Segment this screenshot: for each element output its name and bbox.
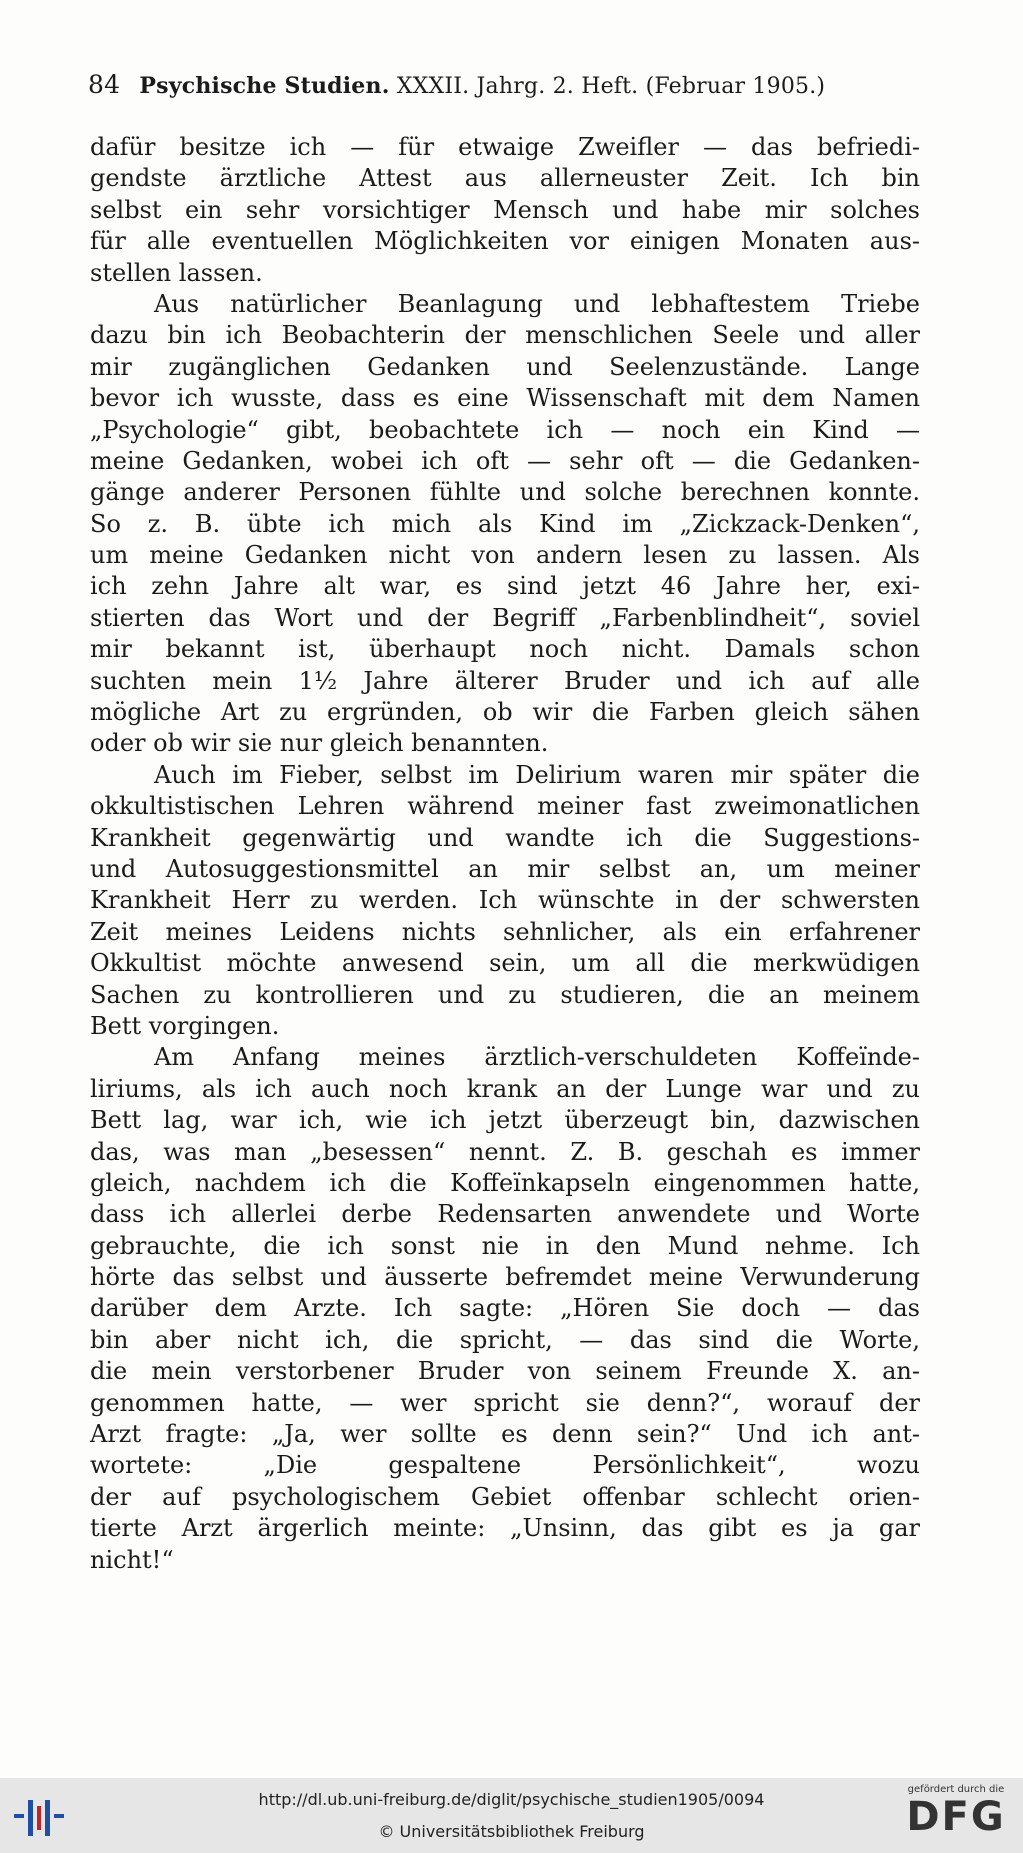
- text-line: gendste ärztliche Attest aus allerneuster Zeit. Ich bin: [90, 164, 920, 193]
- text-line: liriums, als ich auch noch krank an der Lunge war und zu: [90, 1074, 920, 1103]
- text-line: darüber dem Arzte. Ich sagte: „Hören Sie doch — das: [90, 1294, 920, 1323]
- journal-title: Psychische Studien.: [139, 73, 390, 99]
- text-line: „Psychologie“ gibt, beobachtete ich — noch ein Kind —: [90, 415, 920, 444]
- text-line: hörte das selbst und äusserte befremdet meine Verwunderung: [90, 1263, 920, 1292]
- text-line: gleich, nachdem ich die Koffeïnkapseln eingenommen hatte,: [90, 1168, 920, 1197]
- text-line: Auch im Fieber, selbst im Delirium waren mir später die: [154, 760, 920, 789]
- text-line: bin aber nicht ich, die spricht, — das sind die Worte,: [90, 1325, 920, 1354]
- text-line: So z. B. übte ich mich als Kind im „Zickzack-Denken“,: [90, 509, 920, 538]
- text-line: um meine Gedanken nicht von andern lesen zu lassen. Als: [90, 541, 920, 570]
- text-line: okkultistischen Lehren während meiner fast zweimonatlichen: [90, 792, 920, 821]
- text-line: für alle eventuellen Möglichkeiten vor einigen Monaten aus-: [90, 227, 920, 256]
- text-line: Okkultist möchte anwesend sein, um all die merkwüdigen: [90, 949, 920, 978]
- text-line: genommen hatte, — wer spricht sie denn?“, worauf der: [90, 1388, 920, 1417]
- text-line: wortete: „Die gespaltene Persönlichkeit“, wozu: [90, 1451, 920, 1480]
- text-line: Am Anfang meines ärztlich-verschuldeten Koffeïnde-: [154, 1043, 920, 1072]
- text-line: Krankheit Herr zu werden. Ich wünschte in der schwersten: [90, 886, 920, 915]
- text-line: die mein verstorbener Bruder von seinem Freunde X. an-: [90, 1357, 920, 1386]
- text-line: nicht!“: [90, 1545, 174, 1574]
- text-line: der auf psychologischem Gebiet offenbar schlecht orien-: [90, 1482, 920, 1511]
- text-line: bevor ich wusste, dass es eine Wissenschaft mit dem Namen: [90, 384, 920, 413]
- text-line: Bett lag, war ich, wie ich jetzt überzeugt bin, dazwischen: [90, 1106, 920, 1135]
- text-line: Sachen zu kontrollieren und zu studieren, die an meinem: [90, 980, 920, 1009]
- text-line: und Autosuggestionsmittel an mir selbst an, um meiner: [90, 854, 920, 883]
- text-line: stierten das Wort und der Begriff „Farbenblindheit“, soviel: [90, 603, 920, 632]
- text-line: Arzt fragte: „Ja, wer sollte es denn sein?“ Und ich ant-: [90, 1420, 920, 1449]
- copyright-notice: © Universitätsbibliothek Freiburg: [378, 1822, 645, 1841]
- text-line: mir zugänglichen Gedanken und Seelenzustände. Lange: [90, 352, 920, 381]
- text-line: Aus natürlicher Beanlagung und lebhaftestem Triebe: [154, 289, 920, 318]
- text-line: das, was man „besessen“ nennt. Z. B. geschah es immer: [90, 1137, 920, 1166]
- text-line: tierte Arzt ärgerlich meinte: „Unsinn, das gibt es ja gar: [90, 1514, 920, 1543]
- text-line: mögliche Art zu ergründen, ob wir die Farben gleich sähen: [90, 698, 920, 727]
- running-header: [88, 70, 900, 99]
- text-line: ich zehn Jahre alt war, es sind jetzt 46 Jahre her, exi-: [90, 572, 920, 601]
- text-line: mir bekannt ist, überhaupt noch nicht. Damals schon: [90, 635, 920, 664]
- text-line: oder ob wir sie nur gleich benannten.: [90, 729, 549, 758]
- page-number: 84: [88, 70, 121, 99]
- text-line: Zeit meines Leidens nichts sehnlicher, als ein erfahrener: [90, 917, 920, 946]
- text-line: suchten mein 1½ Jahre älterer Bruder und ich auf alle: [90, 666, 920, 695]
- text-line: selbst ein sehr vorsichtiger Mensch und habe mir solches: [90, 195, 920, 224]
- dfg-caption: gefördert durch die: [907, 1784, 1005, 1795]
- text-line: meine Gedanken, wobei ich oft — sehr oft — die Gedanken-: [90, 446, 920, 475]
- body-text: [90, 132, 920, 1576]
- text-line: dafür besitze ich — für etwaige Zweifler — das befriedi-: [90, 133, 920, 161]
- volume-issue: XXXII. Jahrg. 2. Heft. (Februar 1905.): [396, 74, 826, 99]
- text-line: stellen lassen.: [90, 258, 263, 287]
- footer-bar: [0, 1778, 1023, 1853]
- source-url-link[interactable]: http://dl.ub.uni-freiburg.de/diglit/psychische_studien1905/0094: [258, 1790, 765, 1809]
- text-line: dass ich allerlei derbe Redensarten anwendete und Worte: [90, 1200, 920, 1229]
- text-line: gebrauchte, die ich sonst nie in den Mund nehme. Ich: [90, 1231, 920, 1260]
- text-line: gänge anderer Personen fühlte und solche berechnen konnte.: [90, 478, 920, 507]
- text-line: Bett vorgingen.: [90, 1011, 280, 1040]
- dfg-logo: [901, 1784, 1011, 1839]
- text-line: Krankheit gegenwärtig und wandte ich die Suggestions-: [90, 823, 920, 852]
- text-line: dazu bin ich Beobachterin der menschlichen Seele und aller: [90, 321, 920, 350]
- dfg-logo-text: DFG: [906, 1794, 1006, 1840]
